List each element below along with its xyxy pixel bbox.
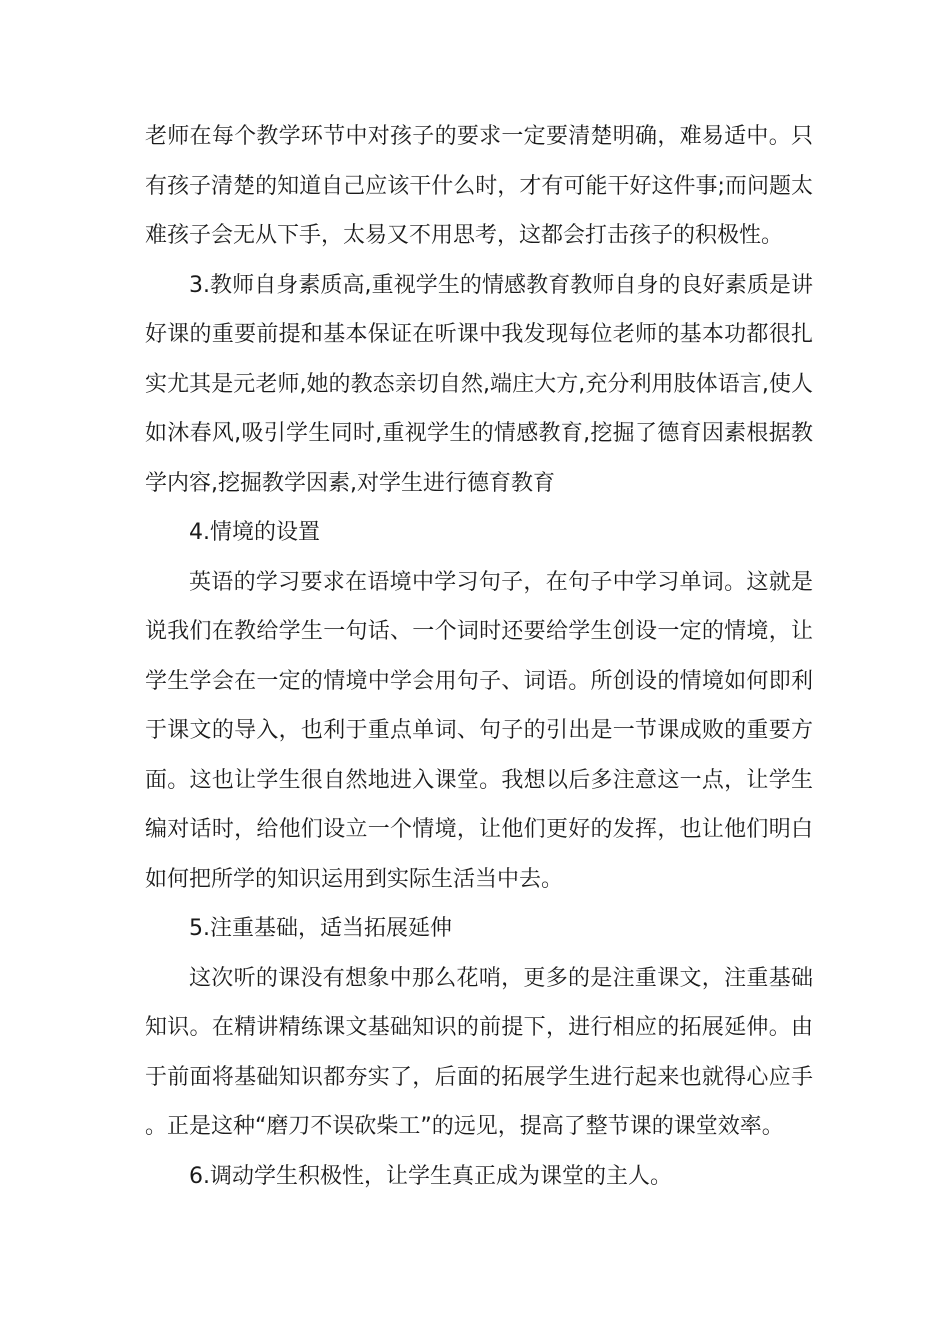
paragraph-foundation: 这次听的课没有想象中那么花哨，更多的是注重课文，注重基础知识。在精讲精练课文基础知识的前提下，进行相应的拓展延伸。由于前面将基础知识都夯实了，后面的拓展学生进行起来也就得心应手。正是这种“磨刀不误砍柴工”的远见，提高了整节课的课堂效率。 (145, 965, 813, 1139)
paragraph-situation: 英语的学习要求在语境中学习句子，在句子中学习单词。这就是说我们在教给学生一句话、一个词时还要给学生创设一定的情境，让学生学会在一定的情境中学会用句子、词语。所创设的情境如何即利于课文的导入，也利于重点单词、句子的引出是一节课成败的重要方面。这也让学生很自然地进入课堂。我想以后多注意这一点，让学生编对话时，给他们设立一个情境，让他们更好的发挥，也让他们明白如何把所学的知识运用到实际生活当中去。 (145, 569, 813, 892)
document-body (145, 112, 813, 1201)
section-heading-foundation: 5.注重基础，适当拓展延伸 (189, 916, 452, 941)
section-heading-motivation: 6.调动学生积极性，让学生真正成为课堂的主人。 (189, 1163, 672, 1189)
paragraph-teacher-quality: 3.教师自身素质高,重视学生的情感教育教师自身的良好素质是讲好课的重要前提和基本保证在听课中我发现每位老师的基本功都很扎实尤其是元老师,她的教态亲切自然,端庄大方,充分利用肢体语言,使人如沐春风,吸引学生同时,重视学生的情感教育,挖掘了德育因素根据教学内容,挖掘教学因素,对学生进行德育教育 (145, 272, 813, 496)
section-heading-situation: 4.情境的设置 (189, 520, 320, 545)
paragraph-requirements-continued: 老师在每个教学环节中对孩子的要求一定要清楚明确，难易适中。只有孩子清楚的知道自己应该干什么时，才有可能干好这件事;而问题太难孩子会无从下手，太易又不用思考，这都会打击孩子的积极性。 (145, 124, 813, 248)
